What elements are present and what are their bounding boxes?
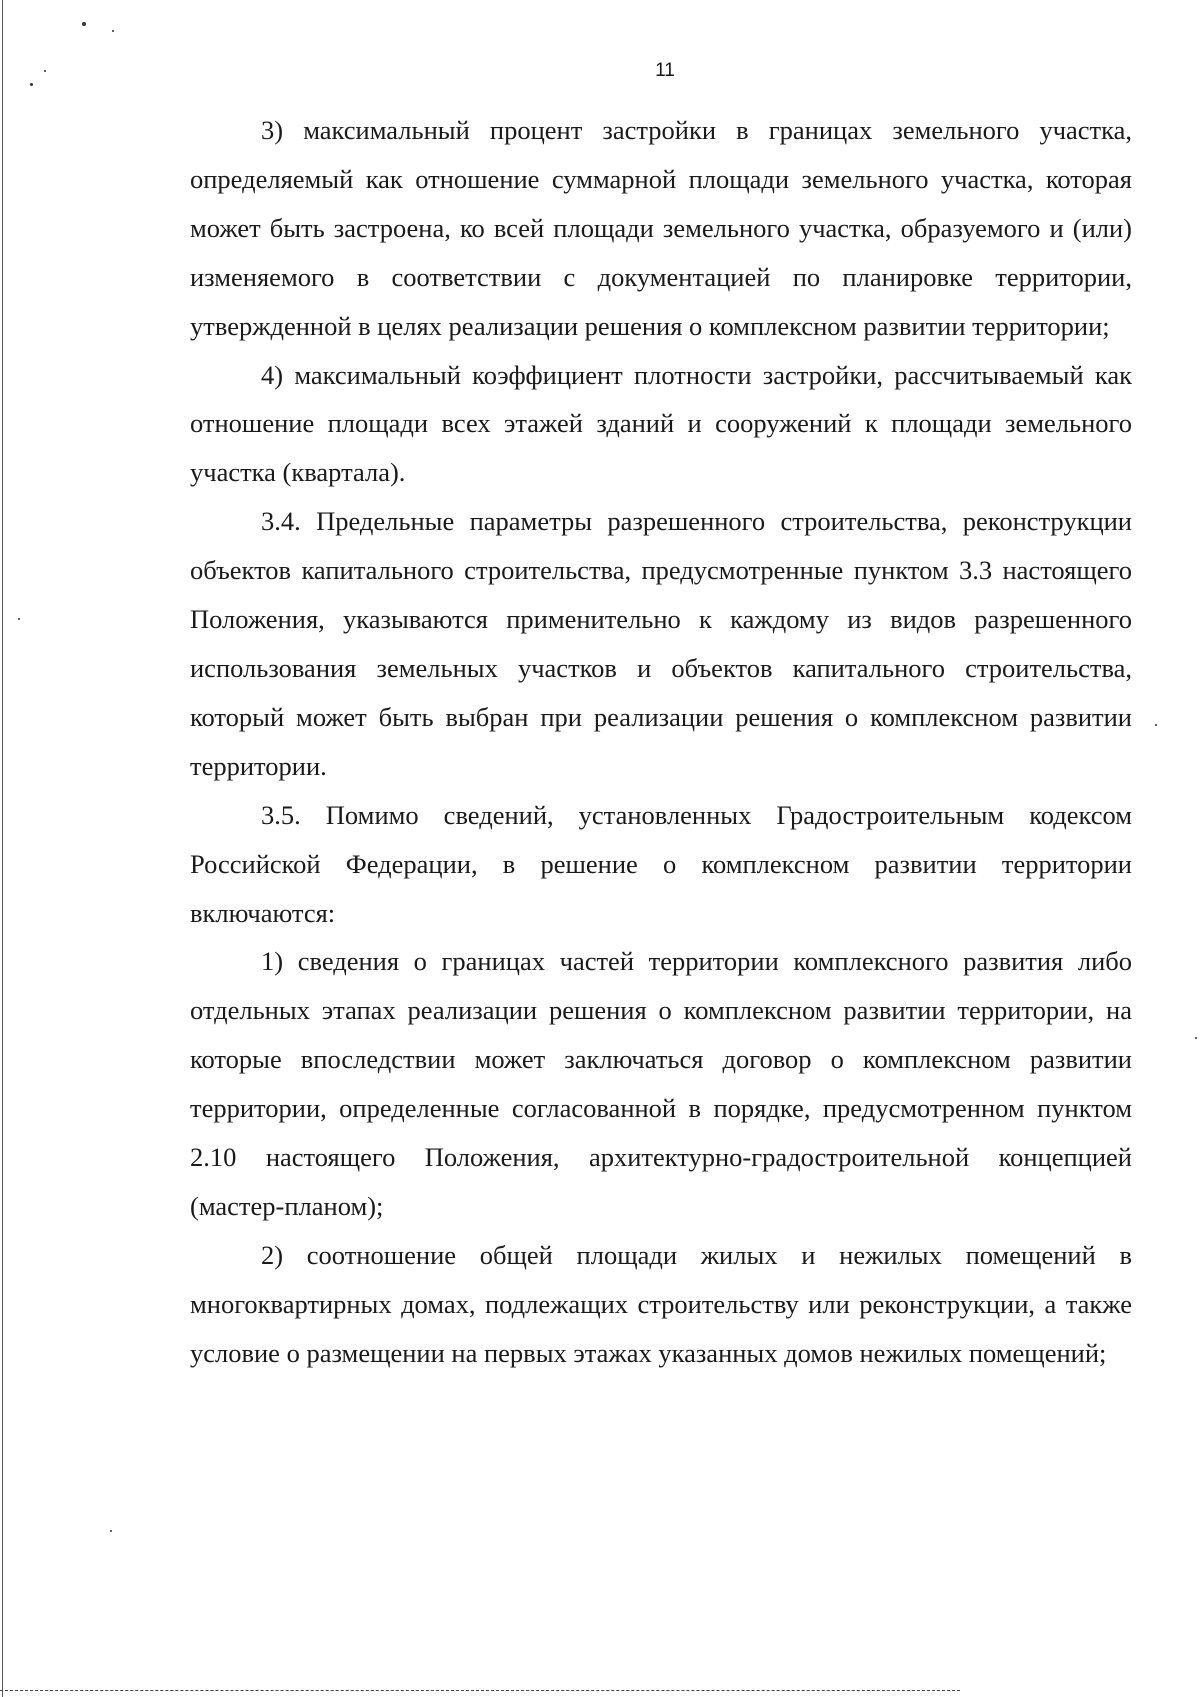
- paragraph-boundaries-info: 1) сведения о границах частей территории комплексного развития либо отдельных этапах реализации решения о комплексном развитии территории, на которые впоследствии может заключаться договор о комплексном развитии территории, определенные согласованной в порядке, предусмотренном пунктом 2.10 настоящего Положения, архитектурно-градостроительной концепцией (мастер-планом);: [190, 946, 1132, 1221]
- scan-bottom-edge: [0, 1690, 960, 1691]
- paragraph-section-3-5: 3.5. Помимо сведений, установленных Градостроительным кодексом Российской Федерации, в решение о комплексном развитии территории включаются:: [190, 799, 1132, 928]
- scan-left-edge: [2, 0, 3, 1697]
- scan-speck: [30, 83, 33, 86]
- paragraph-max-build-percent: 3) максимальный процент застройки в границах земельного участка, определяемый как отношение суммарной площади земельного участка, которая может быть застроена, ко всей площади земельного участка, образуемого и (или) изменяемого в соответствии с документацией по планировке территории, утвержденной в целях реализации решения о комплексном развитии территории;: [190, 115, 1132, 341]
- paragraph-density-coefficient: 4) максимальный коэффициент плотности застройки, рассчитываемый как отношение площади всех этажей зданий и сооружений к площади земельного участка (квартала).: [190, 359, 1132, 488]
- scan-speck: [110, 1530, 112, 1532]
- scan-speck: [1155, 724, 1157, 726]
- scan-speck: [1195, 1037, 1197, 1039]
- scan-speck: [82, 22, 86, 26]
- scan-speck: [112, 30, 114, 32]
- page-number: 11: [655, 60, 675, 81]
- scan-speck: [18, 618, 20, 620]
- paragraph-section-3-4: 3.4. Предельные параметры разрешенного строительства, реконструкции объектов капитального строительства, предусмотренные пунктом 3.3 настоящего Положения, указываются применительно к каждому из видов разрешенного использования земельных участков и объектов капитального строительства, который может быть выбран при реализации решения о комплексном развитии территории.: [190, 506, 1132, 781]
- paragraph-area-ratio: 2) соотношение общей площади жилых и нежилых помещений в многоквартирных домах, подлежащих строительству или реконструкции, а также условие о размещении на первых этажах указанных домов нежилых помещений;: [190, 1239, 1132, 1368]
- document-body: [190, 106, 1132, 1378]
